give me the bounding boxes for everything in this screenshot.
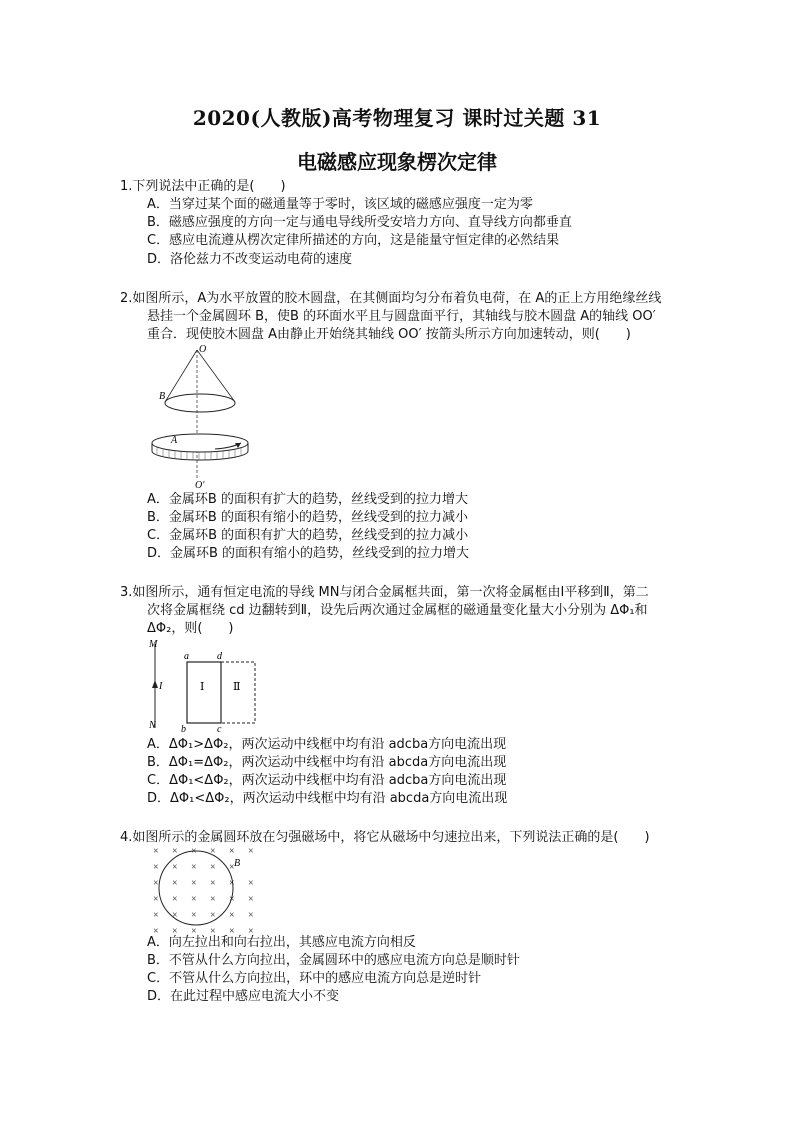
field-cross-mark: ×	[229, 862, 235, 873]
field-cross-mark: ×	[191, 910, 197, 921]
label-b: b	[181, 724, 186, 735]
document-subtitle: 电磁感应现象楞次定律	[297, 150, 497, 174]
label-a: A	[171, 435, 178, 446]
label-c: c	[217, 724, 222, 735]
question-2-stem-line-2: 悬挂一个金属圆环 B，使B 的环面水平且与圆盘面平行，其轴线与胶木圆盘 A的轴线 OO′	[147, 309, 656, 324]
field-cross-mark: ×	[229, 910, 235, 921]
field-cross-mark: ×	[172, 862, 178, 873]
field-cross-mark: ×	[210, 894, 216, 905]
field-cross-mark: ×	[229, 878, 235, 889]
question-1-stem: 1.下列说法中正确的是( )	[120, 179, 286, 194]
question-4-option-a: A．向左拉出和向右拉出，其感应电流方向相反	[147, 935, 416, 950]
field-cross-mark: ×	[153, 878, 159, 889]
question-3-figure	[145, 636, 265, 736]
question-2-option-c: C．金属环B 的面积有扩大的趋势，丝线受到的拉力减小	[147, 528, 469, 543]
document-title: 2020(人教版)高考物理复习 课时过关题 31	[192, 106, 602, 130]
question-2-option-b: B．金属环B 的面积有缩小的趋势，丝线受到的拉力减小	[147, 510, 468, 525]
field-cross-mark: ×	[248, 926, 254, 935]
field-cross-mark: ×	[191, 894, 197, 905]
field-cross-mark: ×	[153, 910, 159, 921]
field-cross-mark: ×	[210, 862, 216, 873]
field-cross-mark: ×	[210, 910, 216, 921]
question-4-figure	[145, 843, 270, 935]
question-4-stem: 4.如图所示的金属圆环放在匀强磁场中，将它从磁场中匀速拉出来，下列说法正确的是( )	[120, 830, 650, 845]
field-cross-mark: ×	[172, 846, 178, 857]
question-3-stem-line-3: ΔΦ₂，则( )	[147, 621, 234, 636]
question-1-option-a: A．当穿过某个面的磁通量等于零时，该区域的磁感应强度一定为零	[147, 197, 533, 212]
question-3-option-d: D．ΔΦ₁<ΔΦ₂，两次运动中线框中均有沿 abcda方向电流出现	[147, 791, 508, 806]
label-current-i: I	[159, 681, 163, 692]
question-2-option-d: D．金属环B 的面积有缩小的趋势，丝线受到的拉力增大	[147, 546, 470, 561]
field-cross-mark: ×	[191, 878, 197, 889]
question-2-stem-line-1: 2.如图所示，A为水平放置的胶木圆盘，在其侧面均匀分布着负电荷，在 A的正上方用绝缘丝线	[120, 291, 662, 306]
question-1-option-d: D．洛伦兹力不改变运动电荷的速度	[147, 252, 353, 267]
question-4-option-c: C．不管从什么方向拉出，环中的感应电流方向总是逆时针	[147, 971, 482, 986]
question-1-option-c: C．感应电流遵从楞次定律所描述的方向，这是能量守恒定律的必然结果	[147, 233, 560, 248]
field-cross-mark: ×	[153, 894, 159, 905]
question-3-option-c: C．ΔΦ₁<ΔΦ₂，两次运动中线框中均有沿 adcba方向电流出现	[147, 773, 507, 788]
field-cross-mark: ×	[210, 846, 216, 857]
label-o: O	[199, 344, 207, 355]
question-3-stem-line-1: 3.如图所示，通有恒定电流的导线 MN与闭合金属框共面，第一次将金属框由Ⅰ平移到Ⅱ，第二	[120, 585, 649, 600]
label-a: a	[184, 651, 189, 662]
label-b: B	[234, 858, 241, 869]
label-b: B	[159, 391, 166, 402]
question-3-option-b: B．ΔΦ₁=ΔΦ₂，两次运动中线框中均有沿 abcda方向电流出现	[147, 755, 507, 770]
field-cross-mark: ×	[191, 846, 197, 857]
label-d: d	[217, 651, 222, 662]
question-4-option-b: B．不管从什么方向拉出，金属圆环中的感应电流方向总是顺时针	[147, 953, 520, 968]
field-cross-mark: ×	[210, 926, 216, 935]
field-cross-mark: ×	[172, 910, 178, 921]
field-cross-mark: ×	[172, 894, 178, 905]
question-3-option-a: A．ΔΦ₁>ΔΦ₂，两次运动中线框中均有沿 adcba方向电流出现	[147, 737, 507, 752]
field-cross-mark: ×	[248, 846, 254, 857]
question-3-stem-line-2: 次将金属框绕 cd 边翻转到Ⅱ，设先后两次通过金属框的磁通量变化量大小分别为 ΔΦ₁和	[147, 603, 648, 618]
field-cross-mark: ×	[172, 878, 178, 889]
question-4-option-d: D．在此过程中感应电流大小不变	[147, 989, 340, 1004]
field-cross-mark: ×	[248, 910, 254, 921]
question-2-option-a: A．金属环B 的面积有扩大的趋势，丝线受到的拉力增大	[147, 492, 468, 507]
field-cross-mark: ×	[153, 926, 159, 935]
field-cross-mark: ×	[248, 894, 254, 905]
label-region-1: Ⅰ	[200, 681, 205, 693]
question-2-stem-line-3: 重合．现使胶木圆盘 A由静止开始绕其轴线 OO′ 按箭头所示方向加速转动，则( )	[147, 327, 631, 342]
label-o-prime: O′	[195, 480, 205, 490]
field-cross-mark: ×	[153, 862, 159, 873]
field-cross-mark: ×	[153, 846, 159, 857]
label-region-2: Ⅱ	[233, 681, 241, 693]
field-cross-mark: ×	[191, 926, 197, 935]
field-cross-mark: ×	[248, 878, 254, 889]
field-cross-mark: ×	[229, 894, 235, 905]
question-1-option-b: B．磁感应强度的方向一定与通电导线所受安培力方向、直导线方向都垂直	[147, 215, 572, 230]
field-cross-mark: ×	[229, 846, 235, 857]
field-cross-mark: ×	[210, 878, 216, 889]
label-m: M	[149, 639, 158, 650]
label-n: N	[149, 720, 156, 731]
field-cross-mark: ×	[172, 926, 178, 935]
question-2-figure	[145, 340, 265, 490]
field-cross-mark: ×	[229, 926, 235, 935]
field-cross-mark: ×	[191, 862, 197, 873]
